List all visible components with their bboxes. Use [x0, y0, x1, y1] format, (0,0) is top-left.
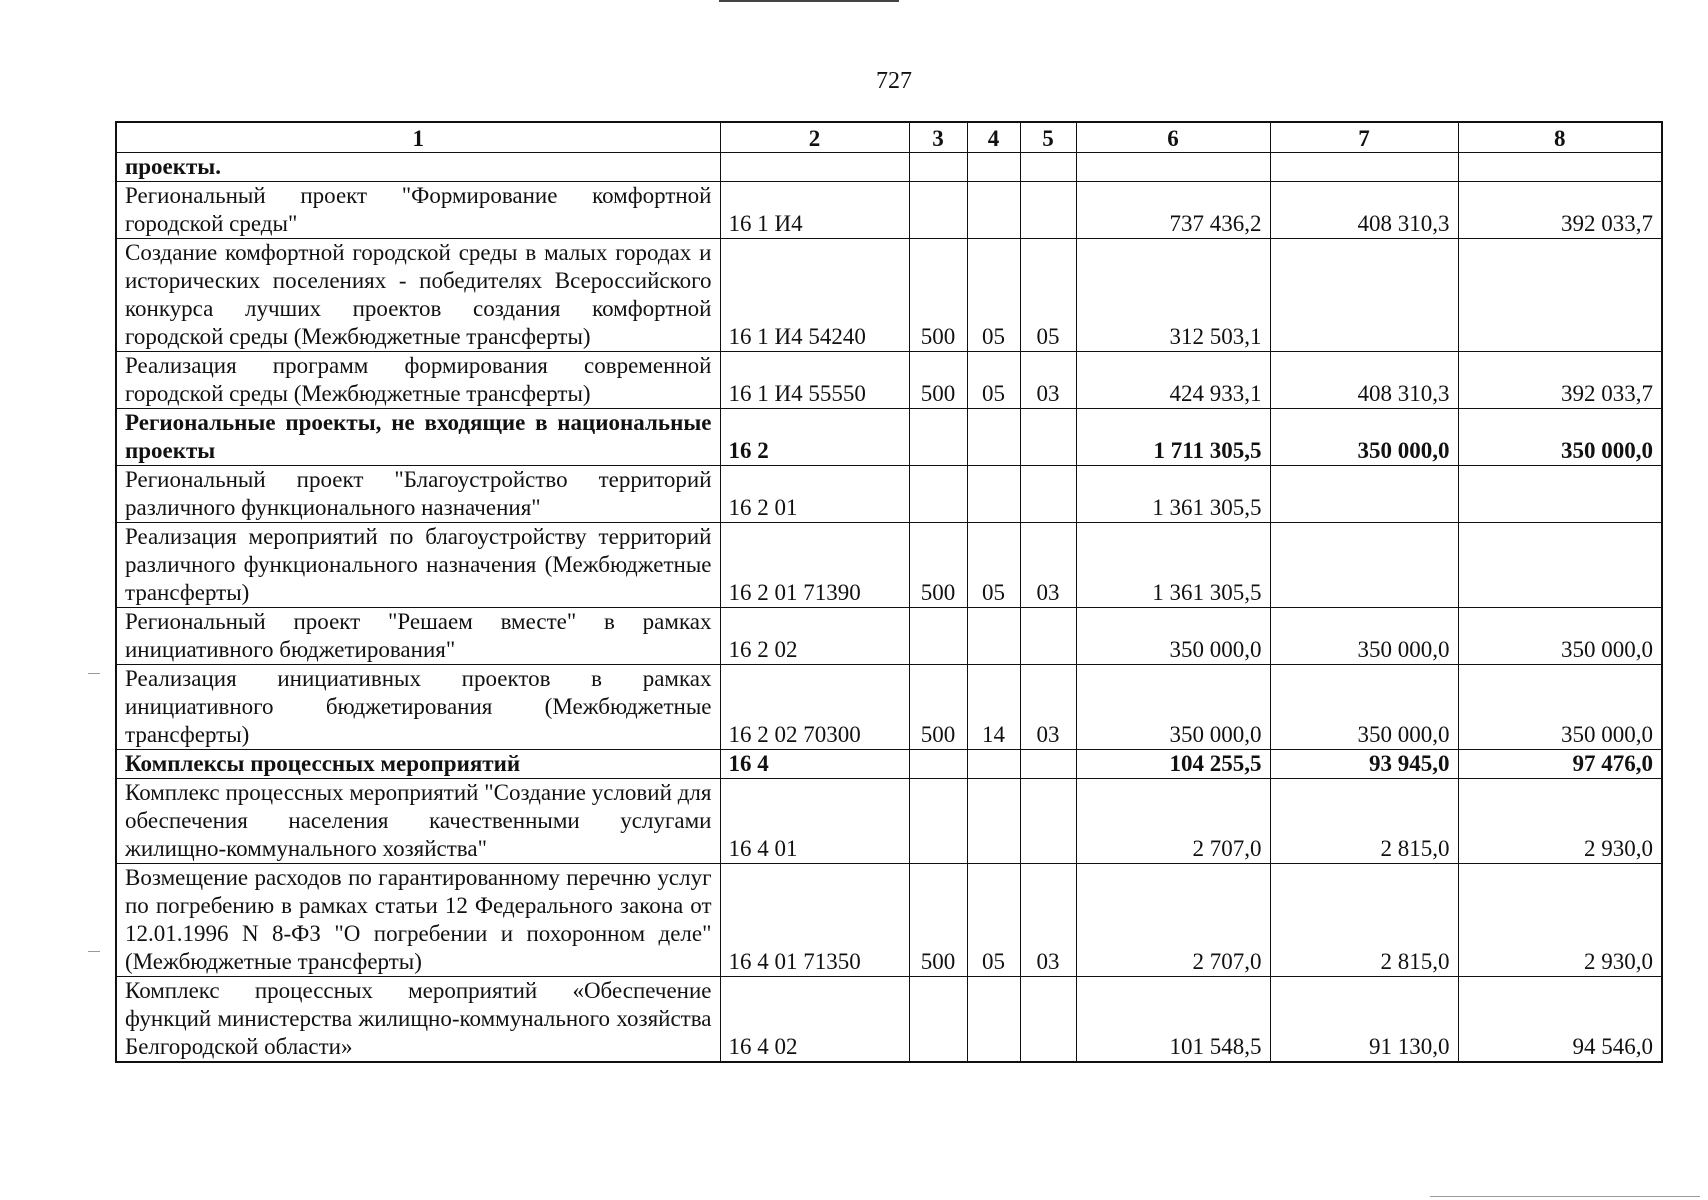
row-code-4: 14 — [967, 665, 1020, 750]
row-code-4 — [967, 409, 1020, 466]
row-name: Создание комфортной городской среды в малых городах и исторических поселениях - победителях Всероссийского конкурса лучших проектов создания комфортной городской среды (Межбюджетные трансферты) — [116, 239, 720, 352]
row-value-7 — [1270, 153, 1458, 182]
row-code-5 — [1020, 409, 1076, 466]
budget-table — [115, 121, 1663, 1063]
table-row — [116, 665, 1662, 750]
row-value-8: 2 930,0 — [1458, 779, 1662, 864]
row-value-6: 2 707,0 — [1076, 779, 1270, 864]
row-code-3 — [909, 153, 967, 182]
row-code-3: 500 — [909, 665, 967, 750]
row-name: Региональный проект "Благоустройство территорий различного функционального назначения" — [116, 466, 720, 523]
row-value-7 — [1270, 239, 1458, 352]
row-name: Комплекс процессных мероприятий «Обеспечение функций министерства жилищно-коммунального хозяйства Белгородской области» — [116, 977, 720, 1063]
row-code-3 — [909, 977, 967, 1063]
row-name: Региональные проекты, не входящие в национальные проекты — [116, 409, 720, 466]
row-code-4: 05 — [967, 864, 1020, 977]
row-code-3: 500 — [909, 523, 967, 608]
row-code-4: 05 — [967, 352, 1020, 409]
row-code: 16 2 01 71390 — [720, 523, 909, 608]
row-code: 16 1 И4 — [720, 182, 909, 239]
bottom-rule — [1430, 1196, 1700, 1197]
row-code-4: 05 — [967, 239, 1020, 352]
column-header-2: 2 — [720, 122, 909, 153]
row-code: 16 4 01 — [720, 779, 909, 864]
column-header-7: 7 — [1270, 122, 1458, 153]
table-row — [116, 608, 1662, 665]
row-value-7: 350 000,0 — [1270, 409, 1458, 466]
row-value-8: 2 930,0 — [1458, 864, 1662, 977]
table-row — [116, 352, 1662, 409]
row-code: 16 1 И4 54240 — [720, 239, 909, 352]
row-code-3 — [909, 182, 967, 239]
row-value-7: 408 310,3 — [1270, 182, 1458, 239]
row-code-5 — [1020, 750, 1076, 779]
row-code-5: 03 — [1020, 523, 1076, 608]
row-code-3 — [909, 750, 967, 779]
row-value-7 — [1270, 466, 1458, 523]
column-header-5: 5 — [1020, 122, 1076, 153]
row-value-7: 2 815,0 — [1270, 779, 1458, 864]
column-header-6: 6 — [1076, 122, 1270, 153]
row-code-4 — [967, 466, 1020, 523]
row-name: Реализация инициативных проектов в рамках инициативного бюджетирования (Межбюджетные трансферты) — [116, 665, 720, 750]
row-value-8: 392 033,7 — [1458, 182, 1662, 239]
row-code-3 — [909, 779, 967, 864]
row-value-8: 350 000,0 — [1458, 665, 1662, 750]
row-code: 16 2 02 — [720, 608, 909, 665]
row-value-6: 1 711 305,5 — [1076, 409, 1270, 466]
row-code: 16 1 И4 55550 — [720, 352, 909, 409]
row-value-7: 91 130,0 — [1270, 977, 1458, 1063]
row-code-4 — [967, 182, 1020, 239]
row-value-6: 737 436,2 — [1076, 182, 1270, 239]
column-header-1: 1 — [116, 122, 720, 153]
row-code — [720, 153, 909, 182]
row-code-5 — [1020, 977, 1076, 1063]
row-code-5 — [1020, 466, 1076, 523]
row-value-7: 350 000,0 — [1270, 608, 1458, 665]
row-code-3: 500 — [909, 239, 967, 352]
row-code-5 — [1020, 608, 1076, 665]
row-value-7: 2 815,0 — [1270, 864, 1458, 977]
table-row — [116, 523, 1662, 608]
row-value-7: 408 310,3 — [1270, 352, 1458, 409]
row-code-4 — [967, 750, 1020, 779]
row-value-6: 350 000,0 — [1076, 608, 1270, 665]
table-row — [116, 239, 1662, 352]
table-body — [116, 153, 1662, 1063]
row-code: 16 2 — [720, 409, 909, 466]
row-value-8: 350 000,0 — [1458, 608, 1662, 665]
row-code-4 — [967, 153, 1020, 182]
row-value-6: 1 361 305,5 — [1076, 523, 1270, 608]
page-number: 727 — [876, 68, 912, 94]
table-row — [116, 182, 1662, 239]
table-row — [116, 466, 1662, 523]
table-row — [116, 153, 1662, 182]
row-value-8 — [1458, 153, 1662, 182]
row-code: 16 4 01 71350 — [720, 864, 909, 977]
row-value-6: 2 707,0 — [1076, 864, 1270, 977]
column-header-8: 8 — [1458, 122, 1662, 153]
row-code-4: 05 — [967, 523, 1020, 608]
row-code-5 — [1020, 182, 1076, 239]
row-code-5: 03 — [1020, 665, 1076, 750]
row-name: Региональный проект "Решаем вместе" в рамках инициативного бюджетирования" — [116, 608, 720, 665]
row-value-6: 312 503,1 — [1076, 239, 1270, 352]
row-value-8 — [1458, 523, 1662, 608]
row-code-5 — [1020, 153, 1076, 182]
row-code-4 — [967, 608, 1020, 665]
row-value-8 — [1458, 239, 1662, 352]
row-value-8 — [1458, 466, 1662, 523]
table-row — [116, 750, 1662, 779]
row-value-6: 101 548,5 — [1076, 977, 1270, 1063]
header-row — [116, 122, 1662, 153]
row-value-8: 97 476,0 — [1458, 750, 1662, 779]
row-code: 16 4 — [720, 750, 909, 779]
row-name: Реализация мероприятий по благоустройству территорий различного функционального назначения (Межбюджетные трансферты) — [116, 523, 720, 608]
row-code-4 — [967, 977, 1020, 1063]
row-code-4 — [967, 779, 1020, 864]
table-row — [116, 409, 1662, 466]
row-code-5 — [1020, 779, 1076, 864]
margin-mark — [88, 673, 100, 674]
row-value-6 — [1076, 153, 1270, 182]
row-code-3: 500 — [909, 352, 967, 409]
row-value-8: 94 546,0 — [1458, 977, 1662, 1063]
row-code-5: 03 — [1020, 864, 1076, 977]
row-name: Реализация программ формирования современной городской среды (Межбюджетные трансферты) — [116, 352, 720, 409]
row-name: Комплекс процессных мероприятий "Создание условий для обеспечения населения качественными услугами жилищно-коммунального хозяйства" — [116, 779, 720, 864]
row-code: 16 4 02 — [720, 977, 909, 1063]
column-header-3: 3 — [909, 122, 967, 153]
row-name: Комплексы процессных мероприятий — [116, 750, 720, 779]
row-name: Региональный проект "Формирование комфортной городской среды" — [116, 182, 720, 239]
row-code-5: 03 — [1020, 352, 1076, 409]
row-value-6: 104 255,5 — [1076, 750, 1270, 779]
row-value-6: 424 933,1 — [1076, 352, 1270, 409]
top-rule — [719, 0, 899, 2]
row-value-6: 350 000,0 — [1076, 665, 1270, 750]
row-code: 16 2 02 70300 — [720, 665, 909, 750]
column-header-4: 4 — [967, 122, 1020, 153]
row-name: Возмещение расходов по гарантированному перечню услуг по погребению в рамках статьи 12 Федерального закона от 12.01.1996 N 8-ФЗ "О погребении и похоронном деле" (Межбюджетные трансферты) — [116, 864, 720, 977]
table-row — [116, 864, 1662, 977]
row-name: проекты. — [116, 153, 720, 182]
row-value-6: 1 361 305,5 — [1076, 466, 1270, 523]
margin-mark — [88, 951, 100, 952]
row-value-8: 392 033,7 — [1458, 352, 1662, 409]
row-code: 16 2 01 — [720, 466, 909, 523]
table-row — [116, 977, 1662, 1063]
row-code-3: 500 — [909, 864, 967, 977]
row-value-7: 350 000,0 — [1270, 665, 1458, 750]
row-code-5: 05 — [1020, 239, 1076, 352]
row-value-7 — [1270, 523, 1458, 608]
row-code-3 — [909, 466, 967, 523]
row-value-8: 350 000,0 — [1458, 409, 1662, 466]
row-code-3 — [909, 608, 967, 665]
row-code-3 — [909, 409, 967, 466]
row-value-7: 93 945,0 — [1270, 750, 1458, 779]
table-row — [116, 779, 1662, 864]
